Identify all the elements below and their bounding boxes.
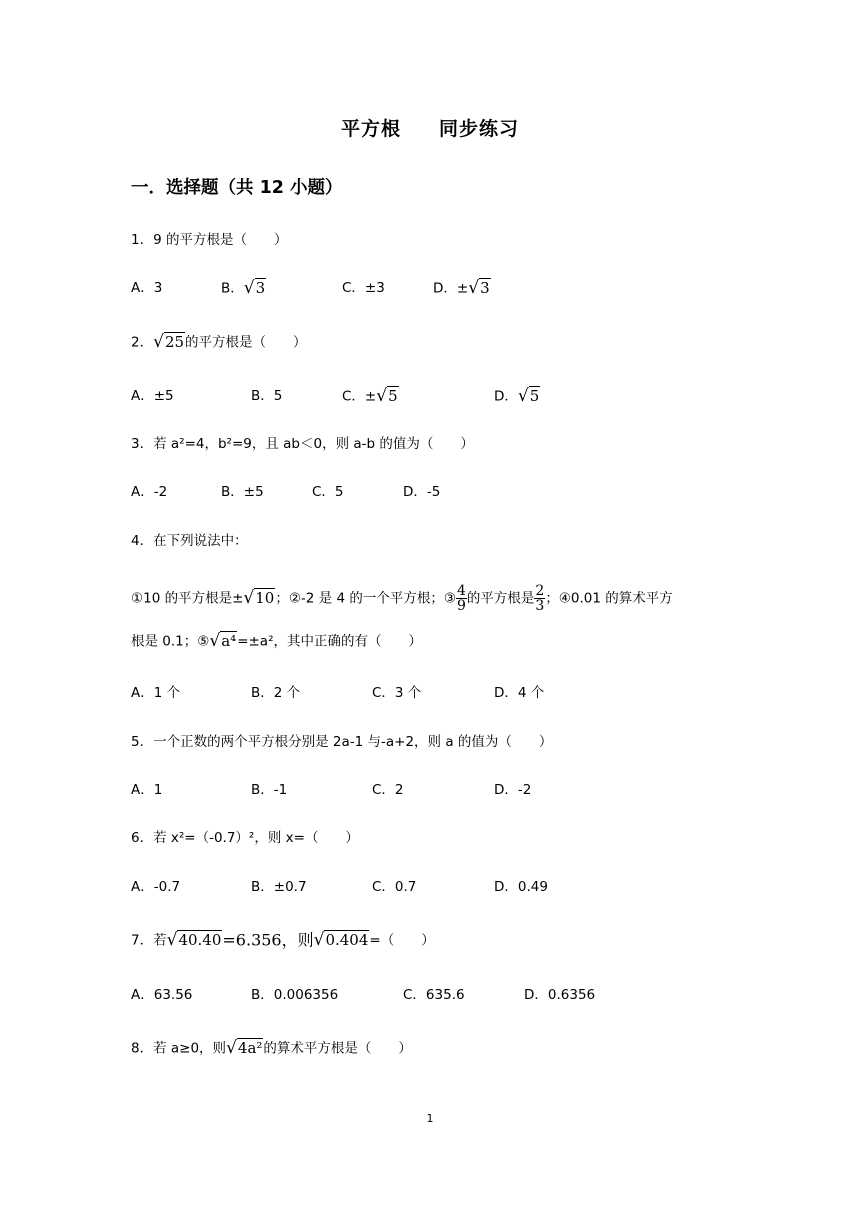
q5-option-b: B．-1 bbox=[251, 782, 288, 798]
sqrt-argument: 5 bbox=[388, 387, 398, 405]
q5-option-a: A．1 bbox=[131, 782, 163, 798]
q3-option-b: B．±5 bbox=[221, 484, 264, 500]
q3-option-a: A．-2 bbox=[131, 484, 168, 500]
page-title bbox=[0, 114, 860, 141]
q7-equation-text: =6.356，则 bbox=[222, 930, 314, 950]
sqrt-argument: 25 bbox=[164, 333, 185, 351]
q1-option-b-prefix: B． bbox=[221, 280, 244, 297]
q2-stem-text: 的平方根是（ ） bbox=[185, 334, 307, 351]
q6-option-c: C．0.7 bbox=[372, 879, 417, 895]
fraction-numerator: 2 bbox=[535, 583, 545, 599]
sqrt-expression: √3 bbox=[243, 278, 266, 298]
q2-option-c-prefix: C．± bbox=[342, 388, 377, 405]
title-part1: 平方根 bbox=[340, 118, 401, 140]
q1-option-d-prefix: D．± bbox=[433, 280, 469, 297]
sqrt-expression: √5 bbox=[517, 386, 540, 406]
sqrt-argument: 10 bbox=[255, 589, 275, 607]
q6-option-a: A．-0.7 bbox=[131, 879, 181, 895]
fraction-denominator: 3 bbox=[535, 598, 545, 614]
q4-option-b: B．2 个 bbox=[251, 685, 301, 701]
question-3-stem: 3．若 a²=4，b²=9，且 ab＜0，则 a-b 的值为（ ） bbox=[131, 436, 474, 452]
q1-option-b bbox=[221, 277, 266, 300]
q2-option-d-prefix: D． bbox=[494, 388, 518, 405]
q3-option-c: C．5 bbox=[312, 484, 344, 500]
q4-option-a: A．1 个 bbox=[131, 685, 181, 701]
q4-option-d: D．4 个 bbox=[494, 685, 545, 701]
q5-option-d: D．-2 bbox=[494, 782, 532, 798]
sqrt-argument: 4a² bbox=[237, 1039, 263, 1057]
sqrt-expression: √5 bbox=[376, 386, 398, 406]
sqrt-expression: √0.404 bbox=[313, 930, 369, 950]
q7-option-a: A．63.56 bbox=[131, 987, 193, 1003]
sqrt-argument: a⁴ bbox=[221, 632, 237, 650]
q8-suffix: 的算术平方根是（ ） bbox=[263, 1040, 412, 1057]
fraction bbox=[456, 584, 467, 613]
q8-prefix: 8．若 a≥0，则 bbox=[131, 1040, 227, 1057]
q4-s4-text: ；④0.01 的算术平方 bbox=[545, 590, 673, 607]
question-7-stem bbox=[131, 929, 435, 952]
sqrt-argument: 3 bbox=[255, 279, 266, 297]
question-8-stem bbox=[131, 1037, 412, 1060]
sqrt-expression: √25 bbox=[153, 332, 185, 352]
fraction-numerator: 4 bbox=[456, 583, 466, 599]
q4-option-c: C．3 个 bbox=[372, 685, 422, 701]
q7-suffix: =（ ） bbox=[369, 932, 435, 949]
section-heading: 一．选择题（共 12 小题） bbox=[131, 178, 343, 198]
sqrt-expression: √a⁴ bbox=[209, 631, 237, 651]
question-4-statements-line2 bbox=[131, 630, 422, 653]
q4-s2-text: ；②-2 是 4 的一个平方根；③ bbox=[275, 590, 456, 607]
sqrt-expression: √40.40 bbox=[166, 930, 222, 950]
q1-option-d bbox=[433, 277, 491, 300]
q5-option-c: C．2 bbox=[372, 782, 404, 798]
q7-prefix: 7．若 bbox=[131, 932, 167, 949]
question-4-statements-line1 bbox=[131, 584, 673, 613]
q1-option-a: A．3 bbox=[131, 280, 163, 296]
question-4-stem: 4．在下列说法中： bbox=[131, 533, 248, 549]
page-number: 1 bbox=[426, 1112, 434, 1125]
q2-number: 2． bbox=[131, 334, 154, 351]
q7-option-d: D．0.6356 bbox=[524, 987, 596, 1003]
q6-option-b: B．±0.7 bbox=[251, 879, 307, 895]
question-1-stem: 1．9 的平方根是（ ） bbox=[131, 232, 288, 248]
q2-option-b: B．5 bbox=[251, 388, 283, 404]
sqrt-expression: √10 bbox=[243, 588, 275, 608]
fraction-denominator: 9 bbox=[456, 598, 466, 614]
question-6-stem: 6．若 x²=（-0.7）²，则 x=（ ） bbox=[131, 830, 359, 846]
title-part2: 同步练习 bbox=[439, 118, 520, 140]
sqrt-argument: 3 bbox=[480, 279, 490, 297]
sqrt-expression: √3 bbox=[468, 278, 490, 298]
q3-option-d: D．-5 bbox=[403, 484, 441, 500]
q4-line2-suffix: =±a²，其中正确的有（ ） bbox=[237, 633, 422, 650]
q4-line2-prefix: 根是 0.1；⑤ bbox=[131, 633, 210, 650]
q2-option-c bbox=[342, 385, 399, 408]
sqrt-argument: 5 bbox=[529, 387, 540, 405]
q2-option-a: A．±5 bbox=[131, 388, 174, 404]
q4-s3-text: 的平方根是 bbox=[466, 590, 535, 607]
q4-s1-prefix: ①10 的平方根是± bbox=[131, 590, 244, 607]
question-5-stem: 5．一个正数的两个平方根分别是 2a-1 与-a+2，则 a 的值为（ ） bbox=[131, 734, 553, 750]
q6-option-d: D．0.49 bbox=[494, 879, 548, 895]
q2-option-d bbox=[494, 385, 540, 408]
sqrt-argument: 40.40 bbox=[178, 931, 222, 949]
question-2-stem bbox=[131, 331, 307, 354]
q7-option-b: B．0.006356 bbox=[251, 987, 339, 1003]
q1-option-c: C．±3 bbox=[342, 280, 385, 296]
fraction bbox=[534, 584, 545, 613]
q7-option-c: C．635.6 bbox=[403, 987, 465, 1003]
sqrt-expression: √4a² bbox=[226, 1038, 263, 1058]
sqrt-argument: 0.404 bbox=[325, 931, 369, 949]
